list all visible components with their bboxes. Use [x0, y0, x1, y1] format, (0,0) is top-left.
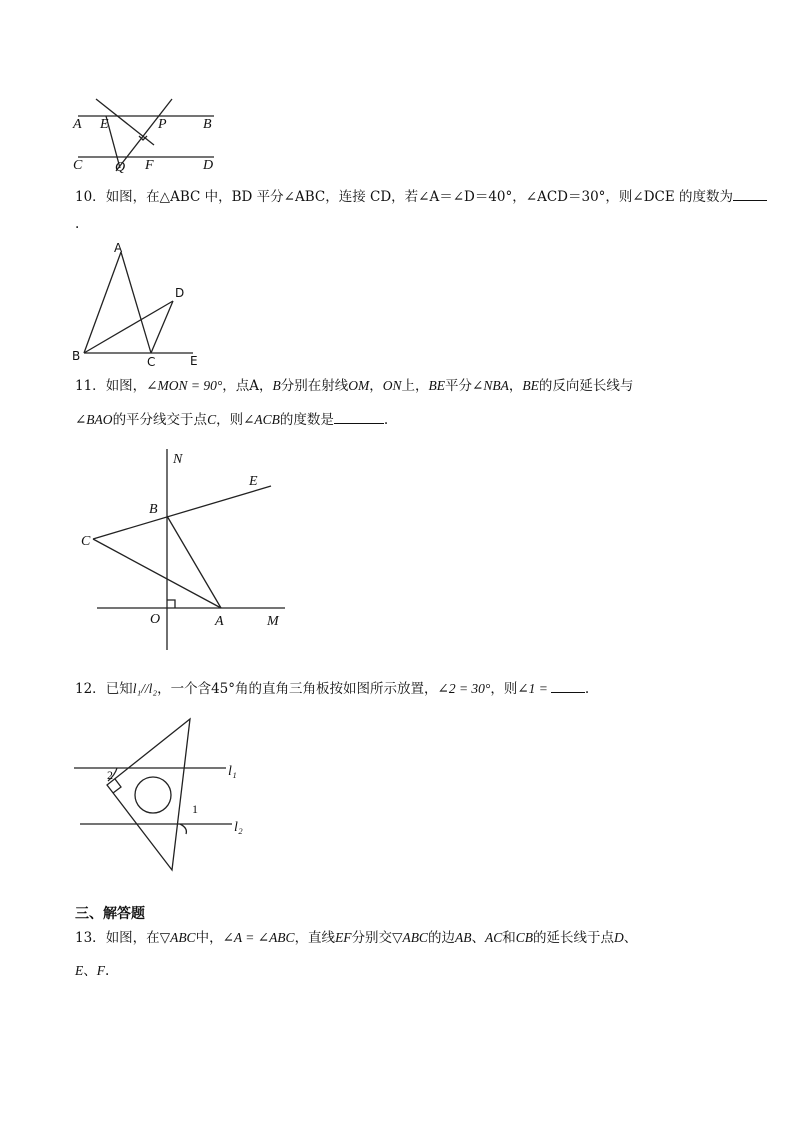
text-segment: 的度数是 [279, 412, 334, 428]
text-segment: 、 [623, 930, 638, 946]
label-E: E [100, 117, 109, 132]
label-A: A [114, 241, 123, 255]
label-E: E [249, 474, 258, 489]
text-segment: ， [508, 378, 523, 394]
angle-2-label: 2 [107, 768, 113, 782]
label-B: B [149, 502, 158, 517]
answer-blank[interactable] [551, 678, 585, 693]
angle-1-label: 1 [192, 802, 198, 816]
line-l1-label: l₁ [228, 764, 237, 779]
answer-blank[interactable] [733, 186, 767, 201]
text-segment: 、 [471, 930, 485, 946]
math-segment: ∠MON = 90° [146, 378, 223, 393]
section-title: 三、解答题 [75, 906, 145, 922]
math-segment: BE [522, 378, 539, 393]
label-D: D [175, 286, 185, 300]
label-F: F [145, 158, 154, 173]
label-D: D [203, 158, 214, 173]
text-segment: 分别交 [351, 930, 393, 946]
math-segment: ∠A = ∠ABC [222, 930, 295, 945]
question-13 [75, 928, 725, 948]
label-O: O [150, 612, 161, 627]
math-segment: ▽ABC [392, 930, 428, 945]
figure-triangle-ruler-parallel [70, 715, 260, 875]
text-segment: 已知 [105, 681, 133, 697]
label-B: B [72, 349, 81, 363]
question-12 [75, 678, 725, 699]
text-segment: 、 [83, 963, 97, 979]
label-C: C [81, 534, 91, 549]
text-segment: ，则 [490, 681, 518, 697]
math-segment: F [96, 963, 105, 978]
question-end-mark: . [75, 216, 80, 232]
question-text: 如图，在△ABC 中，BD 平分∠ABC，连接 CD，若∠A＝∠D＝40°，∠ACD＝30°，则∠DCE 的度数为 [105, 189, 734, 205]
math-segment: EF [335, 930, 352, 945]
math-segment: AC [484, 930, 503, 945]
question-11-line2 [75, 409, 725, 430]
label-C: C [147, 355, 156, 369]
text-segment: 上， [401, 378, 429, 394]
math-segment: OM [348, 378, 370, 393]
figure-right-angle-mon [75, 445, 295, 657]
math-segment: AB [454, 930, 472, 945]
math-segment: B [272, 378, 281, 393]
math-segment: D [613, 930, 624, 945]
text-segment: 的延长线于点 [532, 930, 614, 946]
text-segment: 中， [195, 930, 223, 946]
question-end-mark: . [584, 681, 590, 697]
question-number: 12． [75, 681, 106, 697]
text-segment: 的反向延长线与 [538, 378, 634, 394]
text-segment: 的边 [427, 930, 455, 946]
math-segment: ON [382, 378, 402, 393]
label-P: P [158, 117, 167, 132]
answer-blank[interactable] [334, 409, 384, 424]
text-segment: 分别在射线 [280, 378, 349, 394]
label-A: A [73, 117, 82, 132]
math-segment: C [207, 412, 217, 427]
question-number: 13． [75, 930, 106, 946]
question-number: 11． [75, 378, 106, 394]
math-segment: ∠BAO [75, 412, 113, 427]
question-13-line2 [75, 961, 725, 981]
math-segment: BE [428, 378, 446, 393]
text-segment: ，一个含45°角的直角三角板按如图所示放置， [157, 681, 438, 697]
label-N: N [173, 452, 183, 467]
math-segment: ∠NBA [472, 378, 509, 393]
label-A: A [215, 614, 224, 629]
line-l2-label: l₂ [234, 820, 243, 835]
label-C: C [73, 158, 83, 173]
question-number: 10． [75, 189, 106, 205]
question-10-end [75, 214, 725, 234]
math-segment: ∠2 = 30° [437, 681, 491, 696]
text-segment: 平分 [445, 378, 473, 394]
label-B: B [203, 117, 212, 132]
question-end-mark: . [383, 412, 389, 428]
label-Q: Q [115, 160, 126, 175]
math-segment: CB [515, 930, 533, 945]
math-segment: E [75, 963, 84, 978]
text-segment: 的平分线交于点 [112, 412, 208, 428]
text-segment: 如图， [105, 378, 147, 394]
math-segment: ∠ACB [243, 412, 280, 427]
question-11 [75, 376, 725, 396]
math-segment: ∠1 = [517, 681, 548, 696]
question-end-mark: . [105, 963, 110, 979]
question-10 [75, 186, 734, 207]
figure-triangle-abc-bisector-bd [65, 238, 215, 370]
text-segment: ，点A， [222, 378, 273, 394]
text-segment: ，直线 [294, 930, 336, 946]
label-M: M [267, 614, 279, 629]
text-segment: 如图，在 [105, 930, 160, 946]
text-segment: ，则 [216, 412, 244, 428]
math-segment: ▽ABC [159, 930, 196, 945]
figure-parallel-lines-ab-cd [60, 92, 230, 174]
text-segment: 和 [502, 930, 516, 946]
text-segment: ， [369, 378, 383, 394]
math-segment: l₁//l₂ [132, 681, 158, 696]
label-E: E [190, 354, 198, 368]
